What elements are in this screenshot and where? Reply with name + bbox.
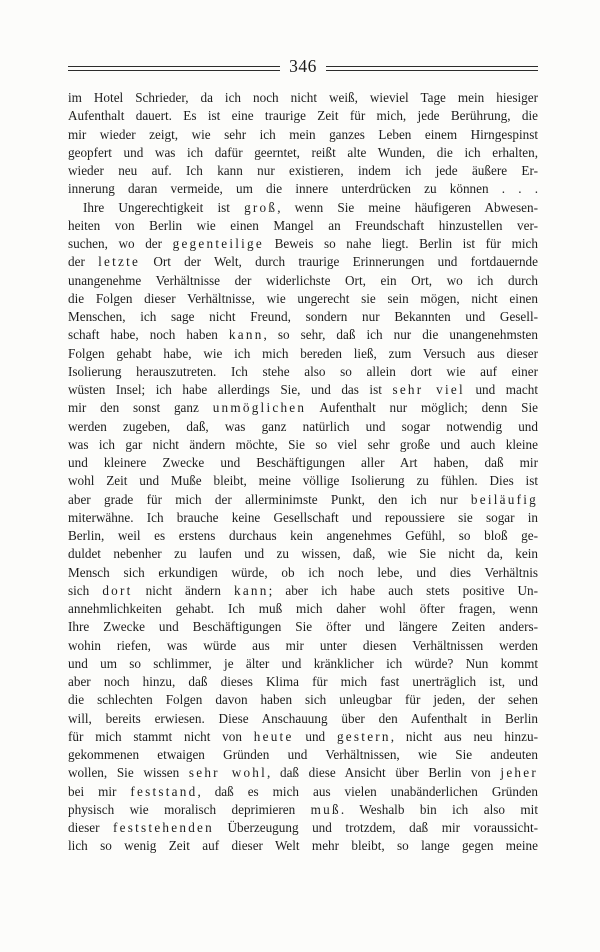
text-line: im Hotel Schrieder, da ich noch nicht weiß, wieviel Tage mein hiesiger [68,90,538,105]
text-line: Aufenthalt dauert. Es ist eine traurige Zeit für mich, jede Berührung, die [68,108,538,124]
text-line: Isolierung herauszutreten. Ich stehe also so allein dort wie auf einer [68,363,538,379]
text-line: suchen, wo der gegenteilige Beweis so nahe liegt. Berlin ist für mich [68,236,538,251]
text-line: aber grade für mich der allerminimste Punkt, den ich nur beiläufig [68,491,538,507]
text-block [68,89,538,856]
page-header [68,56,538,78]
text-line: für mich stammt nicht von heute und gestern, nicht aus neu hinzu- [68,728,538,744]
text-line: dieser feststehenden Überzeugung und trotzdem, daß mir voraussicht- [68,820,538,835]
page-number: 346 [289,56,317,76]
text-line: mir den sonst ganz unmöglichen Aufenthalt nur möglich; denn Sie [68,400,538,416]
text-line: Folgen gehabt habe, wie ich mich bereden ließ, zum Versuch aus dieser [68,345,538,361]
text-line: und kleinere Zwecke und Beschäftigungen aller Art haben, daß mir [68,455,538,470]
text-line: miterwähne. Ich brauche keine Gesellschaft und repoussiere sie sogar in [68,509,538,525]
emphasized-text: groß [244,199,278,215]
emphasized-text: unmöglichen [212,400,307,416]
emphasized-text: feststand [130,783,198,799]
text-line: innerung daran vermeide, um die innere unterdrücken zu können . . . [68,181,538,197]
emphasized-text: kann [228,327,264,343]
text-line: Ihre Zwecke und Beschäftigungen Sie öfter und längere Zeiten anders- [68,619,538,635]
emphasized-text: sehr viel [392,382,465,397]
emphasized-text: muß [310,801,341,817]
text-line: lich so wenig Zeit auf dieser Welt mehr bleibt, so lange gegen meine [68,838,538,854]
text-line: gekommenen etwaigen Gründen und Verhältnissen, wie Sie andeuten [68,747,538,762]
text-line: physisch wie moralisch deprimieren muß. Weshalb bin ich also mit [68,801,538,817]
emphasized-text: letzte [98,254,141,270]
text-line: wollen, Sie wissen sehr wohl, daß diese Ansicht über Berlin von jeher [68,765,538,781]
emphasized-text: gegenteilige [172,236,264,251]
text-line: annehmlichkeiten gehabt. Ich muß mich daher wohl öfter fragen, wenn [68,601,538,616]
emphasized-text: gestern [336,728,391,744]
text-line: geopfert und was ich dafür geerntet, reißt alte Wunden, die ich erhalten, [68,144,538,160]
emphasized-text: feststehenden [113,820,214,835]
text-line: werden zugeben, daß, was ganz natürlich und sogar notwendig und [68,418,538,434]
text-line: mir wieder zeigt, wie sehr ich mein ganzes Leben einem Hirngespinst [68,126,538,142]
text-line: Menschen, ich sage nicht Freund, sondern nur Bekannten und Gesell- [68,309,538,324]
text-line: was ich gar nicht ändern möchte, Sie so viel sehr große und auch kleine [68,436,538,452]
header-rule-right [326,66,538,71]
text-line: aber noch hinzu, daß dieses Klima für mich fast unerträglich ist, und [68,674,538,689]
text-line: will, bereits erwiesen. Diese Anschauung über den Aufenthalt in Berlin [68,710,538,726]
text-line: die schlechten Folgen davon haben sich unleugbar für jeden, der sehen [68,692,538,708]
text-line: schaft habe, noch haben kann, so sehr, daß ich nur die unangenehmsten [68,327,538,343]
text-line: bei mir feststand, daß es mich aus vielen unabänderlichen Gründen [68,783,538,799]
emphasized-text: kann [233,582,269,598]
text-line: heiten von Berlin wie einen Mangel an Freundschaft hinzustellen ver- [68,217,538,233]
emphasized-text: jeher [500,765,538,781]
text-line: die Folgen dieser Verhältnisse, wie ungerecht sie sein mögen, nicht einen [68,290,538,306]
header-rule-left [68,66,280,71]
emphasized-text: sehr wohl [188,765,268,781]
text-line: sich dort nicht ändern kann; aber ich habe auch stets positive Un- [68,582,539,598]
text-line: und um so schlimmer, je älter und kränklicher ich würde? Nun kommt [68,655,538,671]
text-line: wohl Zeit und Muße bleibt, meine völlige Isolierung zu fühlen. Dies ist [68,473,538,489]
emphasized-text: heute [253,728,294,744]
text-line: der letzte Ort der Welt, durch traurige Erinnerungen und fortdauernde [68,254,538,270]
text-line: Ihre Ungerechtigkeit ist groß, wenn Sie meine häufigeren Abwesen- [83,199,538,215]
text-line: Berlin, weil es erstens durchaus kein angenehmes Gefühl, so bloß ge- [68,528,538,543]
text-line: Mensch sich erkundigen würde, ob ich noch lebe, und dies Verhältnis [68,564,538,580]
text-line: wohin riefen, was würde aus mir unter diesen Verhältnissen werden [68,637,538,653]
text-line: wieder neu auf. Ich kann nur existieren, indem ich jede äußere Er- [68,163,538,178]
text-line: wüsten Insel; ich habe allerdings Sie, und das ist sehr viel und macht [68,382,538,397]
emphasized-text: beiläufig [470,491,538,507]
text-line: duldet nebenher zu laufen und zu wissen, daß, wie Sie nicht da, kein [68,546,538,562]
text-line: unangenehme Verhältnisse der widerlichste Ort, ein Ort, wo ich durch [68,272,538,288]
emphasized-text: dort [102,582,133,598]
